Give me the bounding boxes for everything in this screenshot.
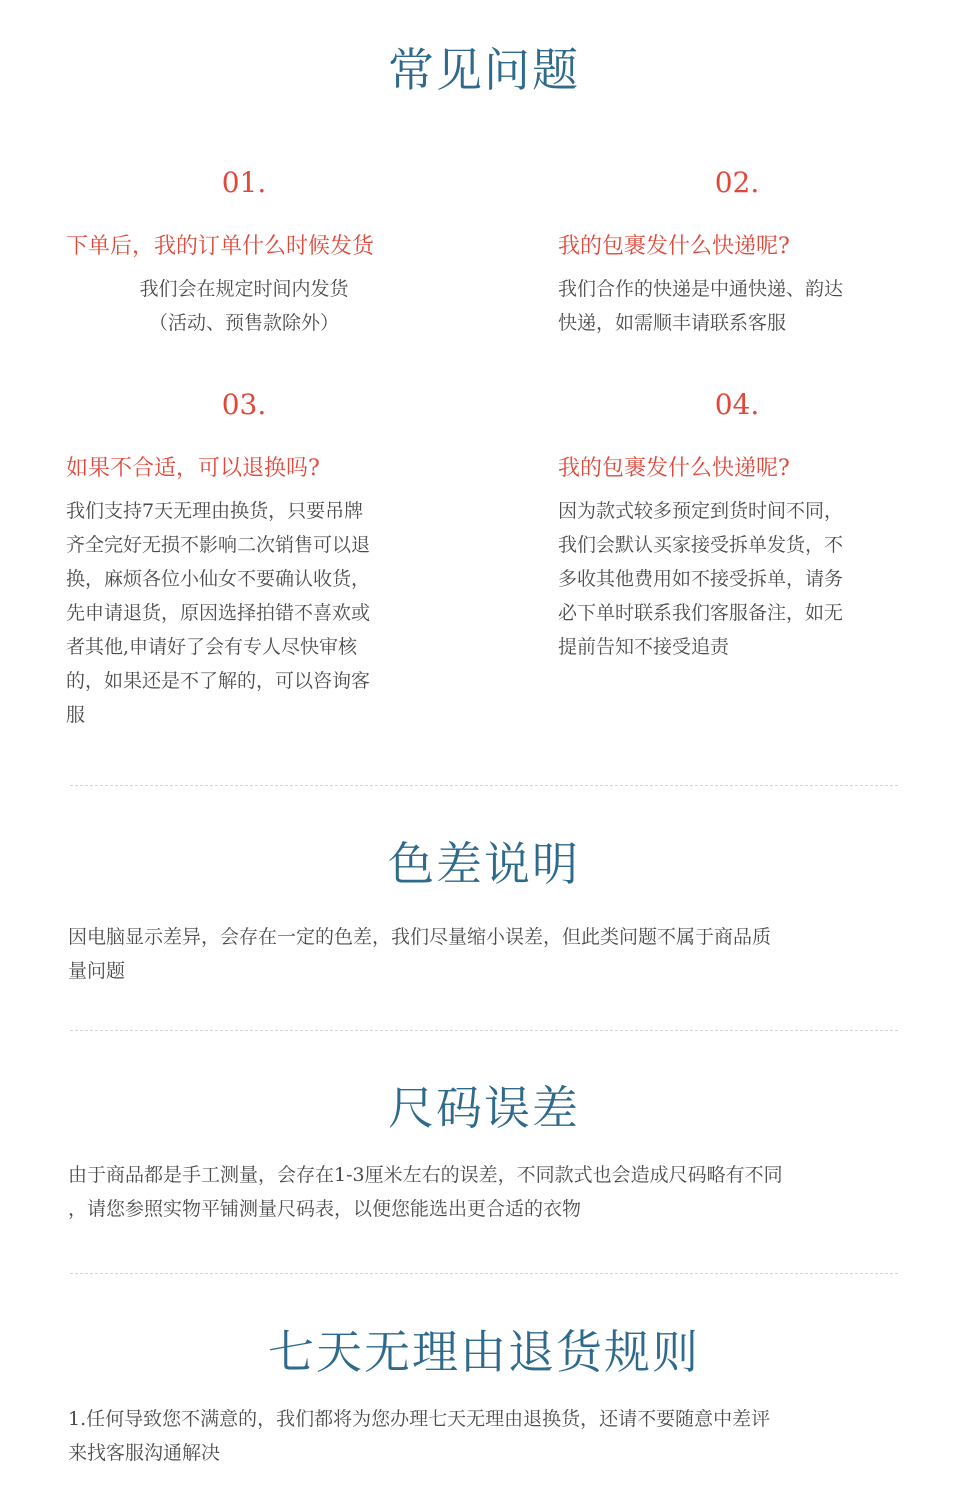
faq-item-4-answer-line: 我们会默认买家接受拆单发货，不 — [558, 534, 844, 556]
size-error-line: 由于商品都是手工测量，会存在1-3厘米左右的误差，不同款式也会造成尺码略有不同 — [68, 1164, 783, 1186]
return-rules-title: 七天无理由退货规则 — [268, 1325, 700, 1379]
faq-item-3-answer-line: 者其他,申请好了会有专人尽快审核 — [66, 636, 358, 658]
faq-item-4-answer-line: 因为款式较多预定到货时间不同， — [558, 500, 844, 522]
faq-item-4-number: 04. — [714, 388, 760, 421]
size-error-title: 尺码误差 — [388, 1081, 580, 1135]
faq-item-3-answer-line: 齐全完好无损不影响二次销售可以退 — [66, 534, 371, 556]
faq-item-1-question: 下单后，我的订单什么时候发货 — [66, 234, 375, 259]
faq-item-4-answer-line: 提前告知不接受追责 — [558, 636, 730, 658]
faq-title: 常见问题 — [388, 43, 580, 97]
return-rules-line: 1.任何导致您不满意的，我们都将为您办理七天无理由退换货，还请不要随意中差评 — [68, 1408, 771, 1430]
faq-item-3-answer-line: 服 — [66, 704, 86, 726]
faq-item-4-answer — [558, 494, 918, 664]
section-divider — [70, 1273, 898, 1274]
faq-item-4-answer-line: 必下单时联系我们客服备注，如无 — [558, 602, 844, 624]
section-divider — [70, 785, 898, 786]
faq-item-3-answer-line: 先申请退货，原因选择拍错不喜欢或 — [66, 602, 371, 624]
size-error-text — [68, 1158, 904, 1226]
color-diff-line: 因电脑显示差异，会存在一定的色差，我们尽量缩小误差，但此类问题不属于商品质 — [68, 926, 772, 948]
faq-item-2-answer-line: 快递，如需顺丰请联系客服 — [558, 312, 787, 334]
faq-item-4-answer-line: 多收其他费用如不接受拆单，请务 — [558, 568, 844, 590]
size-error-line: ，请您参照实物平铺测量尺码表，以便您能选出更合适的衣物 — [68, 1198, 582, 1220]
faq-item-1-answer — [66, 272, 422, 340]
faq-item-3-answer-line: 我们支持7天无理由换货，只要吊牌 — [66, 500, 364, 522]
faq-item-4-question: 我的包裹发什么快递呢? — [558, 456, 790, 481]
color-diff-line: 量问题 — [68, 960, 126, 982]
faq-item-3-number: 03. — [221, 388, 267, 421]
faq-item-3-answer — [66, 494, 436, 732]
color-diff-text — [68, 920, 904, 988]
faq-item-1-number: 01. — [221, 166, 267, 199]
faq-item-2-number: 02. — [714, 166, 760, 199]
section-divider — [70, 1030, 898, 1031]
faq-item-3-answer-line: 的，如果还是不了解的，可以咨询客 — [66, 670, 371, 692]
color-diff-title: 色差说明 — [388, 837, 580, 891]
return-rules-text — [68, 1402, 904, 1470]
faq-item-3-answer-line: 换，麻烦各位小仙女不要确认收货， — [66, 568, 371, 590]
faq-item-1-answer-line: （活动、预售款除外） — [148, 312, 339, 334]
faq-item-2-answer — [558, 272, 908, 340]
faq-item-1-answer-line: 我们会在规定时间内发货 — [139, 278, 349, 300]
return-rules-line: 来找客服沟通解决 — [68, 1442, 221, 1464]
faq-item-2-question: 我的包裹发什么快递呢? — [558, 234, 790, 259]
faq-item-3-question: 如果不合适，可以退换吗? — [66, 456, 320, 481]
faq-item-2-answer-line: 我们合作的快递是中通快递、韵达 — [558, 278, 844, 300]
